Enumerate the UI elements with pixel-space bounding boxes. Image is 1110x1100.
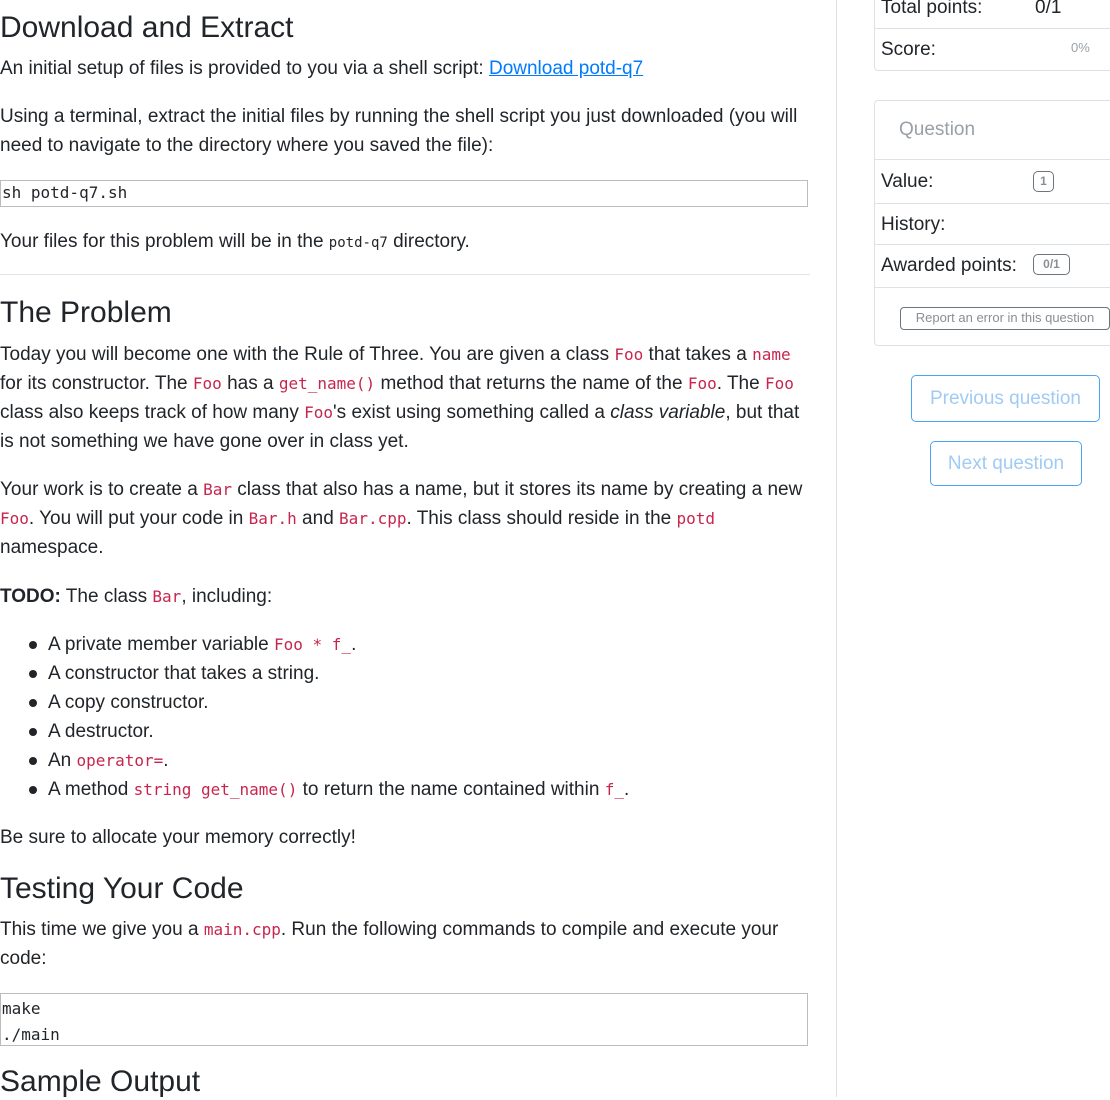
score-value: 0% bbox=[1071, 40, 1090, 55]
list-item: A destructor. bbox=[48, 717, 808, 746]
sidebar-divider bbox=[836, 0, 837, 1097]
card-divider bbox=[875, 28, 1110, 29]
value-label: Value: bbox=[881, 171, 934, 192]
download-link[interactable]: Download potd-q7 bbox=[488, 58, 644, 79]
awarded-points-label: Awarded points: bbox=[881, 255, 1017, 276]
total-points-value: 0/1 bbox=[1035, 0, 1062, 18]
card-divider bbox=[875, 287, 1110, 288]
list-item: An operator=. bbox=[48, 746, 808, 775]
heading-testing: Testing Your Code bbox=[0, 872, 244, 905]
list-item: A constructor that takes a string. bbox=[48, 659, 808, 688]
todo-paragraph: TODO: The class Bar, including: bbox=[0, 586, 273, 607]
list-item: A private member variable Foo * f_. bbox=[48, 630, 808, 659]
card-divider bbox=[875, 203, 1110, 204]
heading-the-problem: The Problem bbox=[0, 296, 172, 329]
code-block-make: make ./main bbox=[0, 993, 808, 1046]
heading-download-extract: Download and Extract bbox=[0, 11, 294, 44]
card-divider bbox=[875, 159, 1110, 160]
section-divider bbox=[0, 274, 810, 275]
files-paragraph: Your files for this problem will be in the potd-q7 directory. bbox=[0, 231, 470, 252]
list-item: A method string get_name() to return the name contained within f_. bbox=[48, 775, 808, 804]
code-block-sh: sh potd-q7.sh bbox=[0, 180, 808, 207]
setup-paragraph: An initial setup of files is provided to you via a shell script: Download potd-q7 bbox=[0, 58, 644, 79]
work-paragraph: Your work is to create a Bar class that also has a name, but it stores its name by creating a new Foo. You will put your code in Bar.h and Bar.cpp. This class should reside in the potd namespace. bbox=[0, 479, 803, 558]
heading-sample-output: Sample Output bbox=[0, 1065, 201, 1098]
score-label: Score: bbox=[881, 39, 936, 60]
main-paragraph: This time we give you a main.cpp. Run the following commands to compile and execute your code: bbox=[0, 919, 779, 969]
total-points-label: Total points: bbox=[881, 0, 983, 18]
next-question-button[interactable]: Next question bbox=[930, 441, 1082, 486]
report-error-button[interactable]: Report an error in this question bbox=[900, 307, 1110, 330]
list-item: A copy constructor. bbox=[48, 688, 808, 717]
question-header: Question bbox=[899, 119, 976, 140]
history-label: History: bbox=[881, 214, 946, 235]
todo-list bbox=[0, 630, 808, 804]
score-card bbox=[874, 0, 1110, 71]
card-divider bbox=[875, 244, 1110, 245]
value-badge: 1 bbox=[1033, 171, 1054, 192]
intro-paragraph: Today you will become one with the Rule of Three. You are given a class Foo that takes a name for its constructor. The Foo has a get_name() method that returns the name of the Foo. The Foo class also keeps track of how many Foo's exist using something called a class variable, but that is not something we have gone over in class yet. bbox=[0, 344, 800, 452]
memory-paragraph: Be sure to allocate your memory correctly! bbox=[0, 827, 356, 848]
awarded-points-badge: 0/1 bbox=[1033, 254, 1070, 275]
question-card bbox=[874, 100, 1110, 346]
inline-code: potd-q7 bbox=[328, 235, 388, 251]
extract-paragraph: Using a terminal, extract the initial files by running the shell script you just downloaded (you will need to navigate to the directory where you saved the file): bbox=[0, 106, 798, 156]
previous-question-button[interactable]: Previous question bbox=[911, 375, 1100, 422]
